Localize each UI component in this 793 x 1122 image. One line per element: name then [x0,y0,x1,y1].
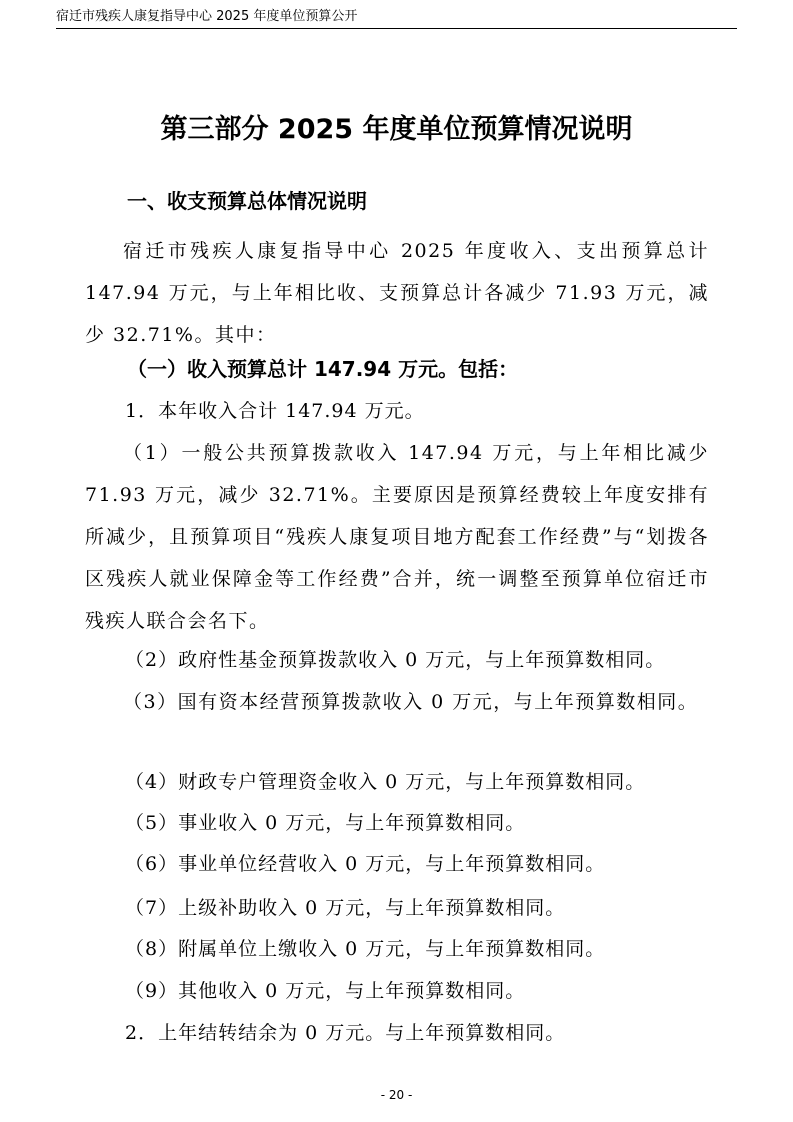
item-business-unit-operating: （6）事业单位经营收入 0 万元，与上年预算数相同。 [125,853,606,875]
item-state-capital: （3）国有资本经营预算拨款收入 0 万元，与上年预算数相同。 [123,691,699,713]
item-carryover-balance: 2．上年结转结余为 0 万元。与上年预算数相同。 [125,1022,566,1044]
item-affiliated-unit-payment: （8）附属单位上缴收入 0 万元，与上年预算数相同。 [125,938,606,960]
item-current-year-income: 1．本年收入合计 147.94 万元。 [125,400,425,422]
item-business-income: （5）事业收入 0 万元，与上年预算数相同。 [125,812,526,834]
header-divider [56,28,737,29]
section-intro-paragraph: 宿迁市残疾人康复指导中心 2025 年度收入、支出预算总计 147.94 万元，与上年相比收、支预算总计各减少 71.93 万元，减少 32.71%。其中： [85,240,709,346]
running-header: 宿迁市残疾人康复指导中心 2025 年度单位预算公开 [56,9,358,24]
item-other-income: （9）其他收入 0 万元，与上年预算数相同。 [125,980,526,1002]
section-heading-income-expenditure: 一、收支预算总体情况说明 [127,189,367,213]
item-superior-subsidy: （7）上级补助收入 0 万元，与上年预算数相同。 [125,897,566,919]
subsection-heading-income-total: （一）收入预算总计 147.94 万元。包括： [127,357,519,381]
page-title: 第三部分 2025 年度单位预算情况说明 [160,114,633,145]
item-government-fund: （2）政府性基金预算拨款收入 0 万元，与上年预算数相同。 [125,649,666,671]
item-fiscal-special-account: （4）财政专户管理资金收入 0 万元，与上年预算数相同。 [125,771,646,793]
page-number: - 20 - [380,1088,413,1102]
item-general-public-budget-paragraph: （1）一般公共预算拨款收入 147.94 万元，与上年相比减少 71.93 万元，减少 32.71%。主要原因是预算经费较上年度安排有所减少，且预算项目“残疾人康复项目地方配套工作经费”与“划拨各区残疾人就业保障金等工作经费”合并，统一调整至预算单位宿迁市残疾人联合会名下。 [85,442,709,632]
